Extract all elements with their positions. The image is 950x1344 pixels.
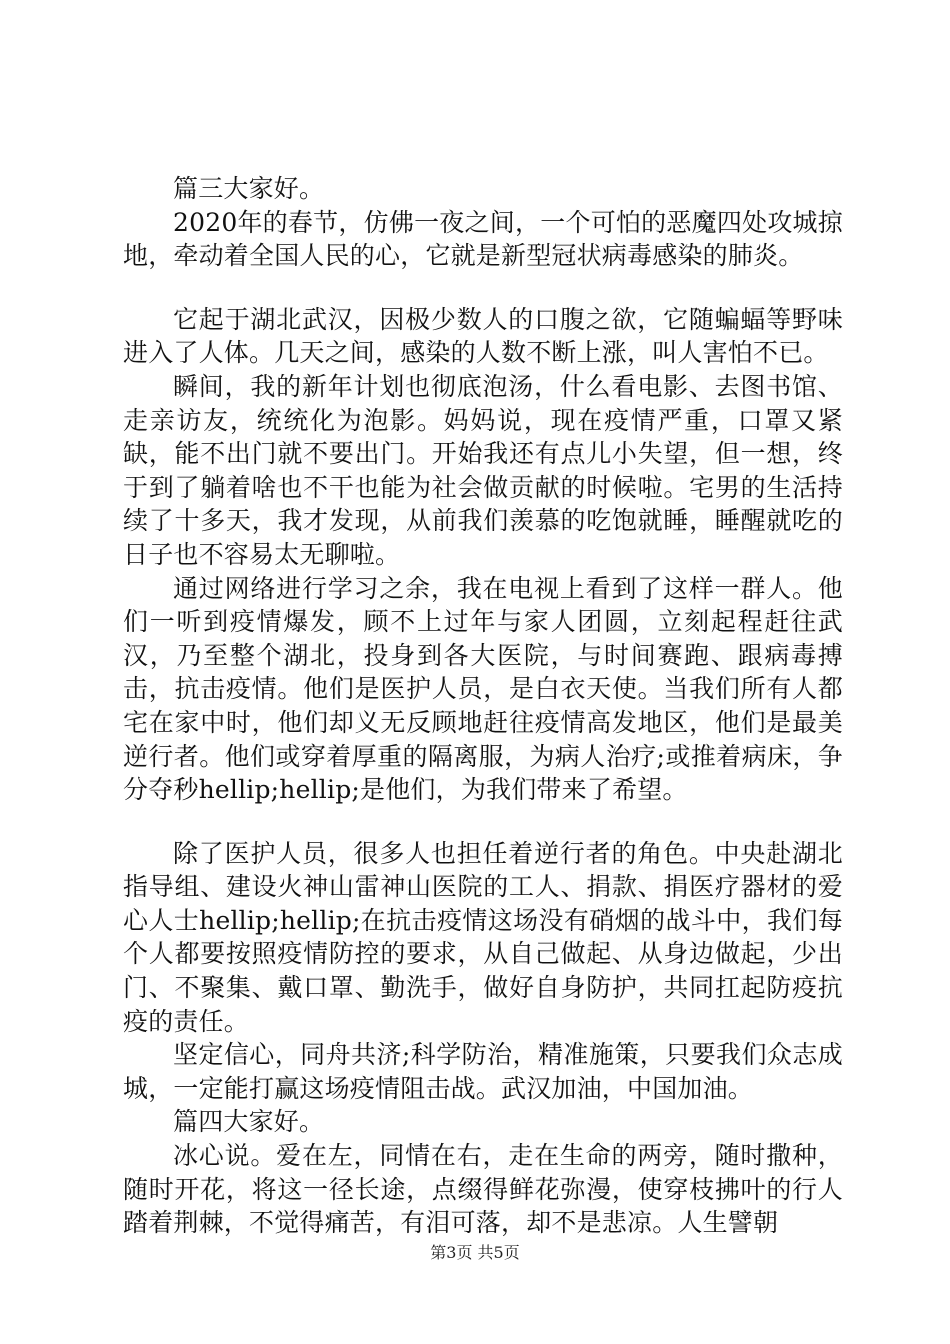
paragraph-confidence: 坚定信心，同舟共济;科学防治，精准施策，只要我们众志成城，一定能打赢这场疫情阻击战。武汉加油，中国加油。 bbox=[123, 1040, 843, 1103]
paragraph-new-year-plan: 瞬间，我的新年计划也彻底泡汤，什么看电影、去图书馆、走亲访友，统统化为泡影。妈妈说，现在疫情严重，口罩又紧缺，能不出门就不要出门。开始我还有点儿小失望，但一想，终于到了躺着啥也不干也能为社会做贡献的时候啦。宅男的生活持续了十多天，我才发现，从前我们羡慕的吃饱就睡，睡醒就吃的日子也不容易太无聊啦。 bbox=[123, 371, 843, 569]
paragraph-wuhan-origin: 它起于湖北武汉，因极少数人的口腹之欲，它随蝙蝠等野味进入了人体。几天之间，感染的人数不断上涨，叫人害怕不已。 bbox=[123, 304, 843, 368]
paragraph-medical-staff: 通过网络进行学习之余，我在电视上看到了这样一群人。他们一听到疫情爆发，顾不上过年与家人团圆，立刻起程赶往武汉，乃至整个湖北，投身到各大医院，与时间赛跑、跟病毒搏击，抗击疫情。他们是医护人员，是白衣天使。当我们所有人都宅在家中时，他们却义无反顾地赶往疫情高发地区，他们是最美逆行者。他们或穿着厚重的隔离服，为病人治疗;或推着病床，争分夺秒hellip;hellip;是他们，为我们带来了希望。 bbox=[123, 573, 843, 805]
paragraph-heading-part3: 篇三大家好。 bbox=[173, 174, 325, 203]
paragraph-spring-festival: 2020年的春节，仿佛一夜之间，一个可怕的恶魔四处攻城掠地，牵动着全国人民的心，它就是新型冠状病毒感染的肺炎。 bbox=[123, 207, 843, 271]
document-body bbox=[123, 172, 843, 1240]
paragraph-heading-part4: 篇四大家好。 bbox=[173, 1107, 325, 1137]
paragraph-other-heroes: 除了医护人员，很多人也担任着逆行者的角色。中央赴湖北指导组、建设火神山雷神山医院的工人、捐款、捐医疗器材的爱心人士hellip;hellip;在抗击疫情这场没有硝烟的战斗中，我们每个人都要按照疫情防控的要求，从自己做起、从身边做起，少出门、不聚集、戴口罩、勤洗手，做好自身防护，共同扛起防疫抗疫的责任。 bbox=[123, 838, 843, 1036]
paragraph-bingxin-quote: 冰心说。爱在左，同情在右，走在生命的两旁，随时撒种，随时开花，将这一径长途，点缀得鲜花弥漫，使穿枝拂叶的行人踏着荆棘，不觉得痛苦，有泪可落，却不是悲凉。人生譬朝 bbox=[123, 1141, 843, 1238]
page-footer: 第3页 共5页 bbox=[430, 1243, 520, 1262]
